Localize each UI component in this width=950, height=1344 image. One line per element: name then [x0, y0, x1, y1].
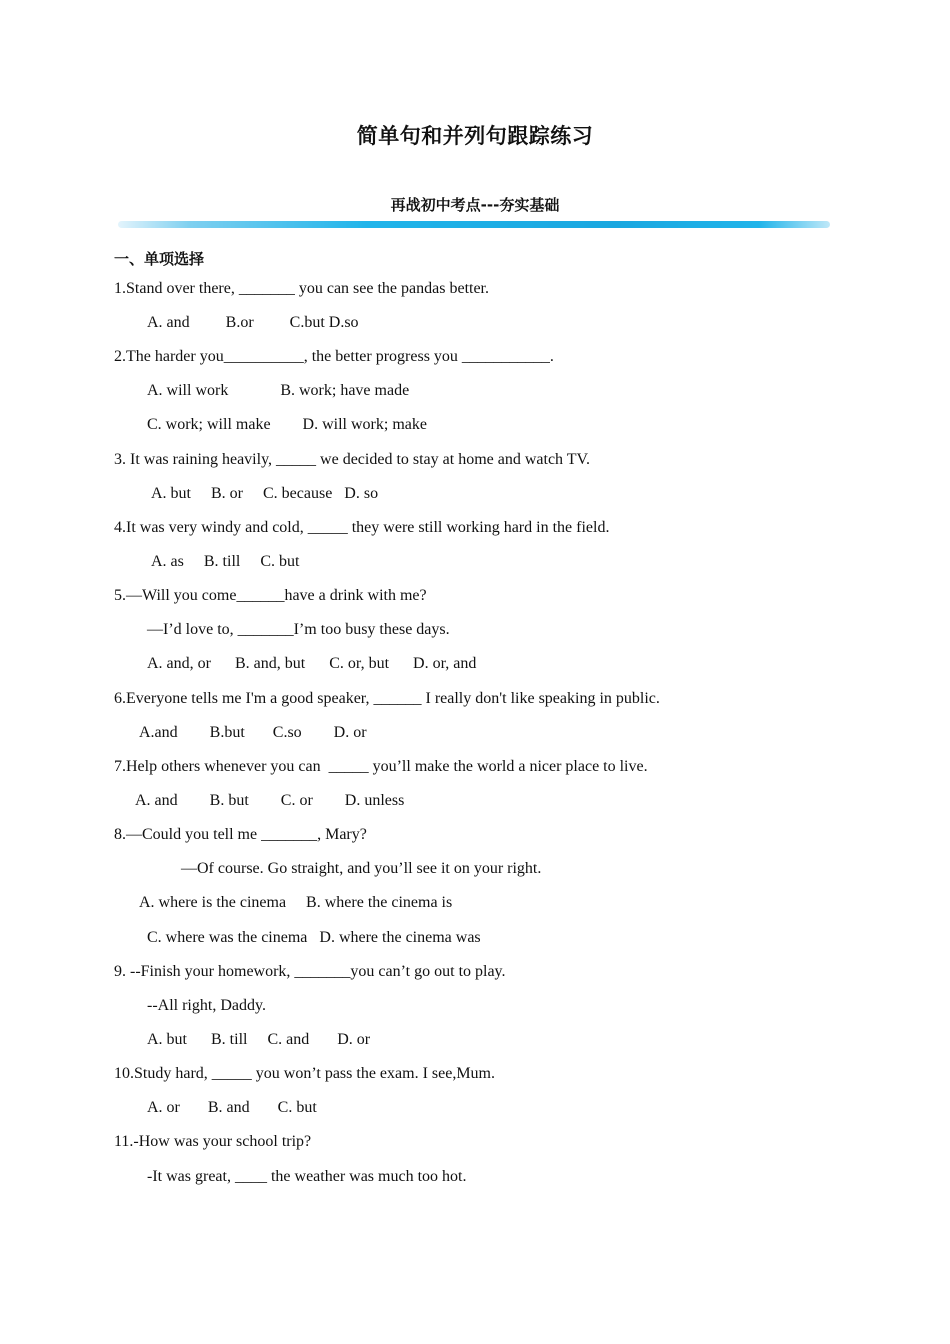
page-title: 简单句和并列句跟踪练习	[356, 124, 594, 148]
question-5-reply: —I’d love to, _______I’m too busy these days.	[147, 621, 450, 638]
question-6-stem: 6.Everyone tells me I'm a good speaker, ______ I really don't like speaking in public.	[114, 690, 660, 707]
question-4-options: A. as B. till C. but	[151, 553, 300, 570]
question-9-stem: 9. --Finish your homework, _______you can’t go out to play.	[114, 963, 506, 980]
question-1-options: A. and B.or C.but D.so	[147, 314, 359, 331]
question-11-stem: 11.-How was your school trip?	[114, 1133, 312, 1150]
page-subtitle: 再战初中考点---夯实基础	[390, 196, 560, 214]
question-2-stem: 2.The harder you__________, the better progress you ___________.	[114, 348, 554, 365]
question-8-options: C. where was the cinema D. where the cinema was	[147, 929, 481, 946]
section-heading: 一、单项选择	[114, 250, 205, 268]
question-7-options: A. and B. but C. or D. unless	[135, 792, 405, 809]
question-5-options: A. and, or B. and, but C. or, but D. or, and	[147, 655, 477, 672]
question-8-options: A. where is the cinema B. where the cinema is	[139, 894, 453, 911]
question-8-reply: —Of course. Go straight, and you’ll see it on your right.	[181, 860, 542, 877]
question-9-reply: --All right, Daddy.	[147, 997, 266, 1014]
question-8-stem: 8.—Could you tell me _______, Mary?	[114, 826, 367, 843]
decorative-divider	[118, 221, 830, 228]
question-6-options: A.and B.but C.so D. or	[139, 724, 367, 741]
question-4-stem: 4.It was very windy and cold, _____ they were still working hard in the field.	[114, 519, 610, 536]
question-2-options: A. will work B. work; have made	[147, 382, 410, 399]
question-3-stem: 3. It was raining heavily, _____ we decided to stay at home and watch TV.	[114, 451, 591, 468]
question-11-reply: -It was great, ____ the weather was much too hot.	[147, 1168, 467, 1185]
question-10-stem: 10.Study hard, _____ you won’t pass the exam. I see,Mum.	[114, 1065, 495, 1082]
question-9-options: A. but B. till C. and D. or	[147, 1031, 371, 1048]
question-1-stem: 1.Stand over there, _______ you can see the pandas better.	[114, 280, 489, 297]
question-7-stem: 7.Help others whenever you can _____ you’ll make the world a nicer place to live.	[114, 758, 648, 775]
question-10-options: A. or B. and C. but	[147, 1099, 317, 1116]
question-2-options: C. work; will make D. will work; make	[147, 416, 427, 433]
question-5-stem: 5.—Will you come______have a drink with me?	[114, 587, 427, 604]
question-3-options: A. but B. or C. because D. so	[151, 485, 379, 502]
